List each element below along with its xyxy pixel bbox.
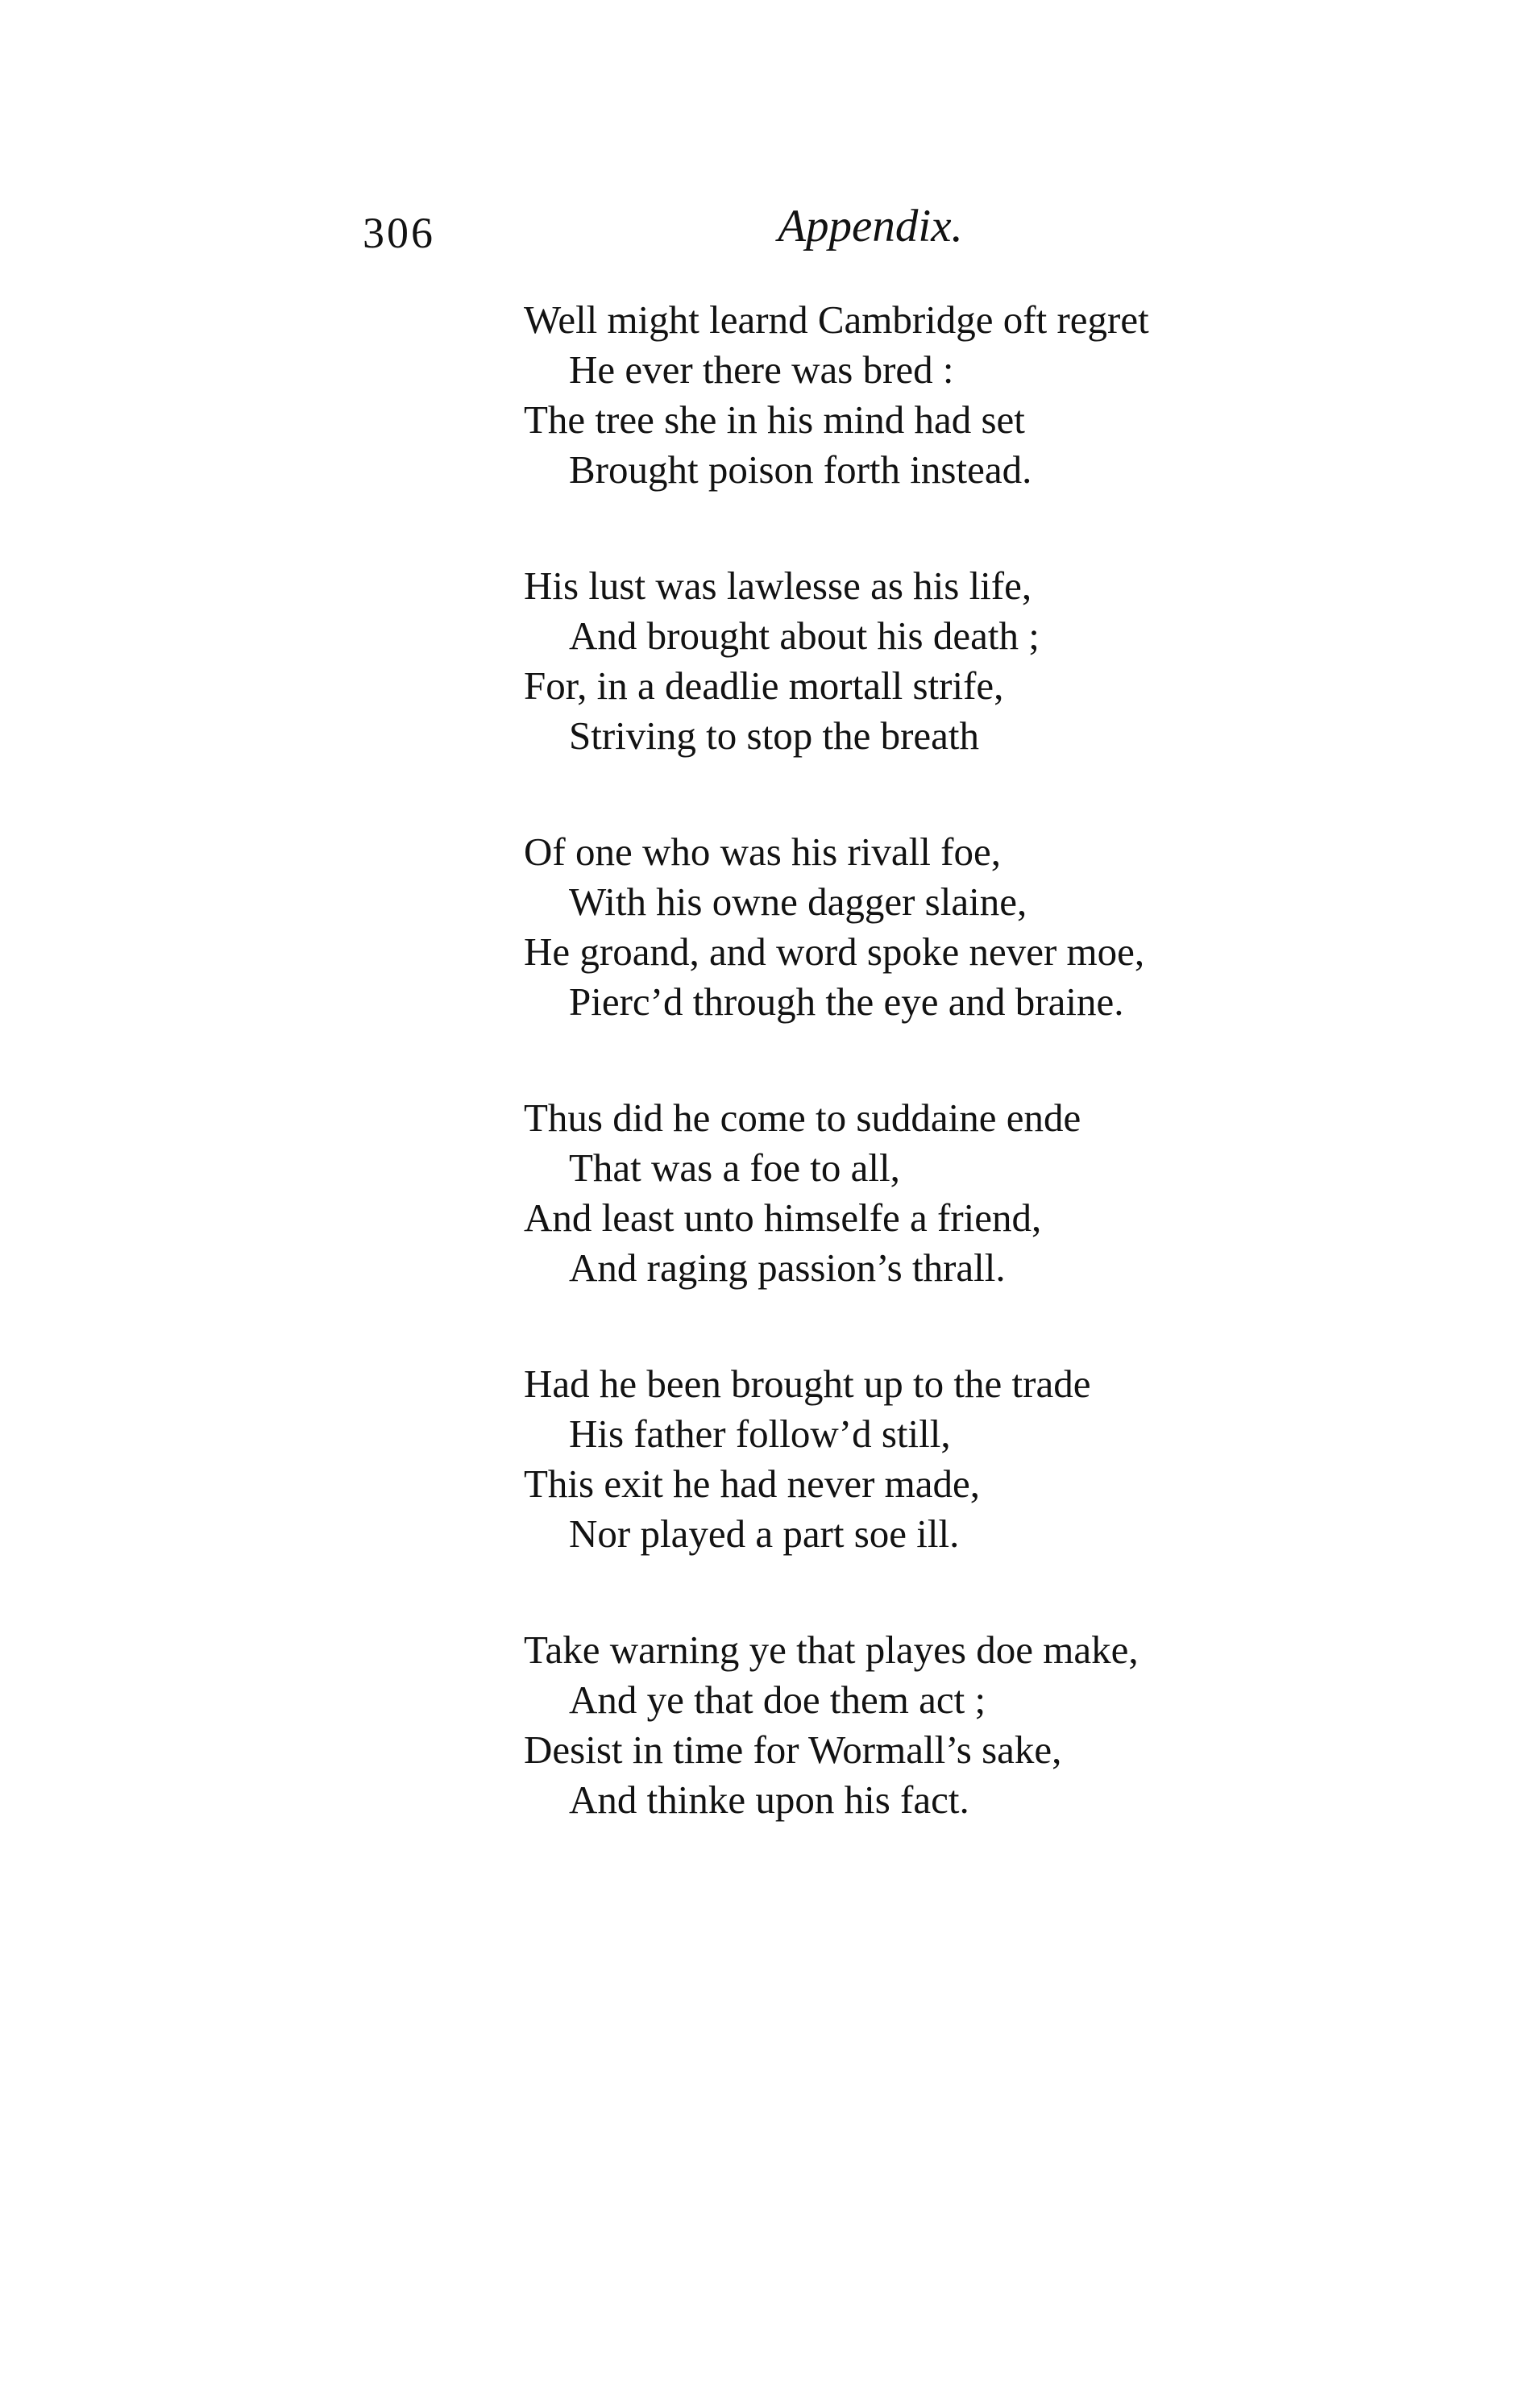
poem-line: Well might learnd Cambridge oft regret bbox=[524, 297, 1149, 342]
poem-line: With his owne dagger slaine, bbox=[569, 879, 1027, 924]
stanza-4 bbox=[524, 1093, 1149, 1293]
poem-line: Had he been brought up to the trade bbox=[524, 1362, 1091, 1406]
poem bbox=[524, 295, 1149, 1891]
poem-line: The tree she in his mind had set bbox=[524, 397, 1025, 442]
stanza-5 bbox=[524, 1359, 1149, 1559]
stanza-6 bbox=[524, 1625, 1149, 1825]
poem-line: Nor played a part soe ill. bbox=[569, 1511, 960, 1556]
poem-line: Desist in time for Wormall’s sake, bbox=[524, 1727, 1062, 1772]
poem-line: His lust was lawlesse as his life, bbox=[524, 563, 1032, 608]
poem-line: That was a foe to all, bbox=[569, 1145, 900, 1190]
page-number: 306 bbox=[363, 209, 435, 257]
poem-line: He ever there was bred : bbox=[569, 347, 954, 392]
poem-line: And ye that doe them act ; bbox=[569, 1678, 986, 1722]
poem-line: Take warning ye that playes doe make, bbox=[524, 1628, 1139, 1672]
poem-line: And least unto himselfe a friend, bbox=[524, 1195, 1042, 1240]
stanza-3 bbox=[524, 827, 1149, 1027]
poem-line: This exit he had never made, bbox=[524, 1461, 981, 1506]
stanza-1 bbox=[524, 295, 1149, 495]
poem-line: And brought about his death ; bbox=[569, 613, 1040, 658]
poem-line: Of one who was his rivall foe, bbox=[524, 829, 1001, 874]
poem-line: His father follow’d still, bbox=[569, 1411, 951, 1456]
poem-line: Thus did he come to suddaine ende bbox=[524, 1095, 1081, 1140]
poem-line: Striving to stop the breath bbox=[569, 713, 979, 758]
stanza-2 bbox=[524, 561, 1149, 761]
running-head: Appendix. bbox=[778, 201, 963, 252]
poem-line: And thinke upon his fact. bbox=[569, 1777, 969, 1822]
poem-line: And raging passion’s thrall. bbox=[569, 1245, 1006, 1290]
poem-line: Brought poison forth instead. bbox=[569, 447, 1032, 492]
poem-line: For, in a deadlie mortall strife, bbox=[524, 663, 1004, 708]
poem-line: Pierc’d through the eye and braine. bbox=[569, 979, 1124, 1024]
poem-line: He groand, and word spoke never moe, bbox=[524, 929, 1145, 974]
